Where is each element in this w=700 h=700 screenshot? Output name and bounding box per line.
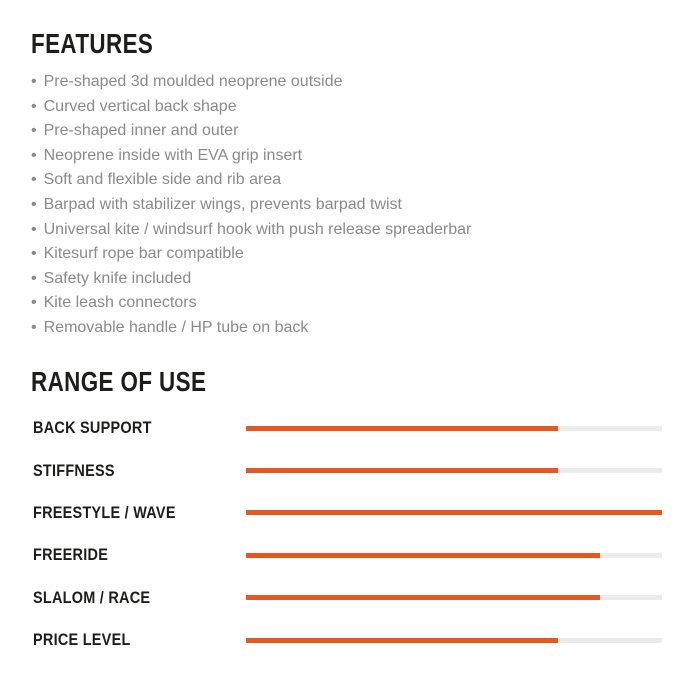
rating-bar-track — [246, 553, 662, 558]
rating-bar-fill — [246, 553, 600, 558]
feature-item — [31, 119, 471, 144]
rating-label: STIFFNESS — [33, 460, 115, 480]
rating-bar-fill — [246, 468, 558, 473]
feature-item — [31, 291, 471, 316]
rating-row — [33, 449, 662, 491]
bullet-icon: • — [31, 195, 37, 213]
feature-item-text: Pre-shaped inner and outer — [43, 122, 239, 140]
rating-bar-track — [246, 426, 662, 431]
range-of-use-title: RANGE OF USE — [31, 366, 207, 397]
rating-bar-fill — [246, 595, 600, 600]
bullet-icon: • — [31, 269, 37, 287]
rating-label: SLALOM / RACE — [33, 587, 151, 607]
feature-item-text: Barpad with stabilizer wings, prevents barpad twist — [43, 195, 402, 213]
feature-item-text: Kite leash connectors — [43, 294, 197, 312]
bullet-icon: • — [31, 73, 37, 90]
feature-item-text: Kitesurf rope bar compatible — [43, 245, 244, 263]
feature-item — [31, 70, 471, 95]
bullet-icon: • — [31, 294, 37, 312]
rating-bar-track — [246, 638, 662, 643]
rating-bar-fill — [246, 426, 558, 431]
feature-item — [31, 168, 471, 193]
rating-bar-track — [246, 510, 662, 515]
rating-bar-fill — [246, 510, 662, 515]
feature-item-text: Safety knife included — [43, 269, 192, 287]
rating-bar-track — [246, 595, 662, 600]
feature-item — [31, 193, 471, 218]
feature-item-text: Universal kite / windsurf hook with push release spreaderbar — [43, 220, 472, 238]
rating-row — [33, 492, 662, 534]
feature-item — [31, 267, 471, 292]
feature-item-text: Curved vertical back shape — [43, 97, 237, 115]
rating-label: BACK SUPPORT — [33, 418, 152, 438]
feature-item — [31, 95, 471, 120]
feature-item — [31, 316, 471, 341]
rating-bar-track — [246, 468, 662, 473]
features-list — [31, 70, 471, 341]
bullet-icon: • — [31, 245, 37, 263]
feature-item-text: Soft and flexible side and rib area — [43, 171, 282, 189]
feature-item — [31, 242, 471, 267]
bullet-icon: • — [31, 146, 37, 164]
rating-row — [33, 619, 662, 661]
rating-row — [33, 577, 662, 619]
features-title: FEATURES — [31, 28, 154, 59]
feature-item-text: Neoprene inside with EVA grip insert — [43, 146, 303, 164]
feature-item — [31, 218, 471, 243]
bullet-icon: • — [31, 97, 37, 115]
bullet-icon: • — [31, 171, 37, 189]
range-of-use-chart — [33, 407, 662, 661]
feature-item — [31, 144, 471, 169]
rating-label: FREERIDE — [33, 545, 109, 565]
bullet-icon: • — [31, 318, 37, 336]
bullet-icon: • — [31, 220, 37, 238]
rating-row — [33, 407, 662, 449]
rating-label: FREESTYLE / WAVE — [33, 502, 176, 522]
feature-item-text: Removable handle / HP tube on back — [43, 318, 309, 336]
bullet-icon: • — [31, 122, 37, 140]
rating-label: PRICE LEVEL — [33, 630, 131, 650]
rating-bar-fill — [246, 638, 558, 643]
rating-row — [33, 534, 662, 576]
feature-item-text: Pre-shaped 3d moulded neoprene outside — [43, 73, 343, 90]
